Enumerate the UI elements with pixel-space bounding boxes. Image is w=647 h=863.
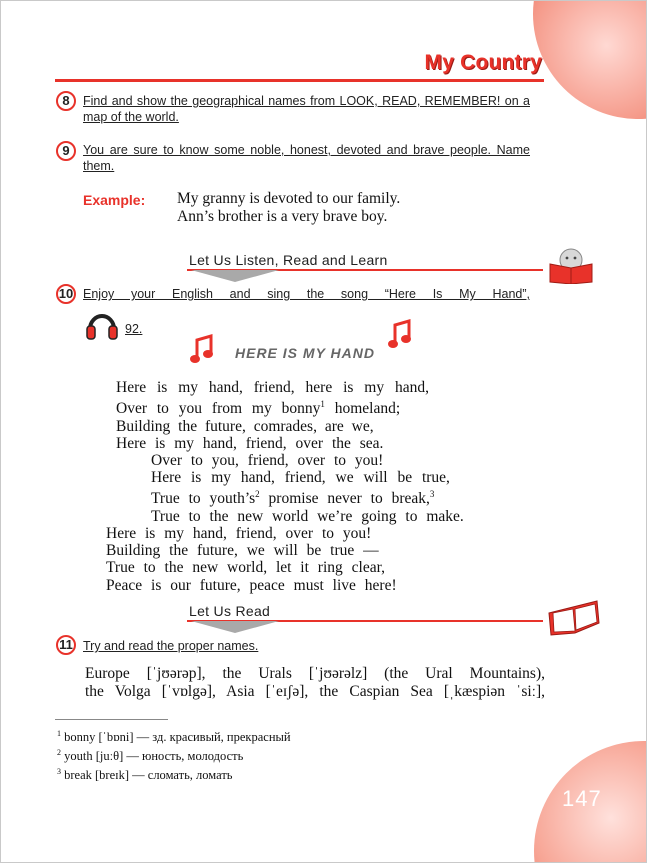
section-title-let-us-read: Let Us Read	[189, 603, 271, 619]
footnote: $^1$ bonny [ˈbɒni] — зд. красивый, прекрасный	[57, 729, 291, 745]
proper-names-text	[85, 665, 545, 701]
footnote-rule	[55, 719, 168, 720]
song-line: True to $youth’s^2$ promise never to break,$^3$	[151, 489, 435, 508]
exercise-number-11: 11	[56, 635, 76, 655]
song-line: Building the future, we will be true —	[106, 542, 379, 560]
open-book-icon	[545, 599, 601, 639]
corner-decoration-top	[533, 0, 647, 119]
footnotes	[57, 726, 291, 783]
song-line: Here is my hand, friend, over the sea.	[116, 434, 384, 452]
section-pointer	[191, 621, 279, 633]
example-label: Example:	[83, 192, 146, 208]
song-line: Here is my hand, friend, here is my hand,	[116, 379, 429, 396]
exercise-10-instruction: Enjoy your English and sing the song “Here Is My Hand”,	[83, 287, 530, 301]
song-line: True to the new world we’re going to make.	[151, 507, 464, 525]
header-rule	[55, 79, 544, 82]
book-with-smiley-icon	[547, 246, 595, 284]
example-line: Ann’s brother is a very brave boy.	[177, 208, 388, 225]
proper-names-line: Europe [ˈjʊərəp], the Urals [ˈjʊərəlz] (the Ural Mountains),	[85, 665, 545, 682]
song-title: HERE IS MY HAND	[235, 345, 375, 361]
exercise-number-9: 9	[56, 141, 76, 161]
music-note-icon	[387, 319, 413, 351]
footnote: $^2$ youth [juːθ] — юность, молодость	[57, 748, 244, 764]
section-pointer	[191, 270, 279, 282]
exercise-8-instruction: Find and show the geographical names from LOOK, READ, REMEMBER! on a map of the world.	[83, 94, 530, 124]
page-number: 147	[562, 786, 602, 811]
song-line: Peace is our future, peace must live here!	[106, 576, 397, 594]
exercise-number-10: 10	[56, 284, 76, 304]
example-line: My granny is devoted to our family.	[177, 190, 401, 207]
song-line: Building the future, comrades, are we,	[116, 417, 374, 435]
section-title-listen-read-learn: Let Us Listen, Read and Learn	[189, 252, 388, 268]
song-lyrics	[106, 379, 464, 594]
song-line: True to the new world, let it ring clear,	[106, 559, 386, 577]
exercise-number-8: 8	[56, 91, 76, 111]
song-line: Over to you, friend, over to you!	[151, 451, 384, 469]
headphones-icon	[85, 307, 119, 341]
music-note-icon	[189, 334, 215, 366]
chapter-title: My Country	[424, 51, 542, 74]
exercise-9-instruction: You are sure to know some noble, honest, devoted and brave people. Name them.	[83, 143, 530, 173]
audio-track-number: 92.	[125, 322, 143, 336]
example-text	[177, 190, 400, 226]
song-line: Here is my hand, friend, we will be true,	[151, 469, 450, 487]
song-line: Here is my hand, friend, over to you!	[106, 524, 372, 542]
song-line: Over to you from my bonny$^1$ homeland;	[116, 399, 401, 418]
proper-names-line: the Volga [ˈvɒlgə], Asia [ˈeɪʃə], the Caspian Sea [ˌkæspiən ˈsiː],	[85, 683, 545, 700]
exercise-11-instruction: Try and read the proper names.	[83, 639, 259, 653]
footnote: $^3$ break [breɪk] — сломать, ломать	[57, 767, 233, 783]
